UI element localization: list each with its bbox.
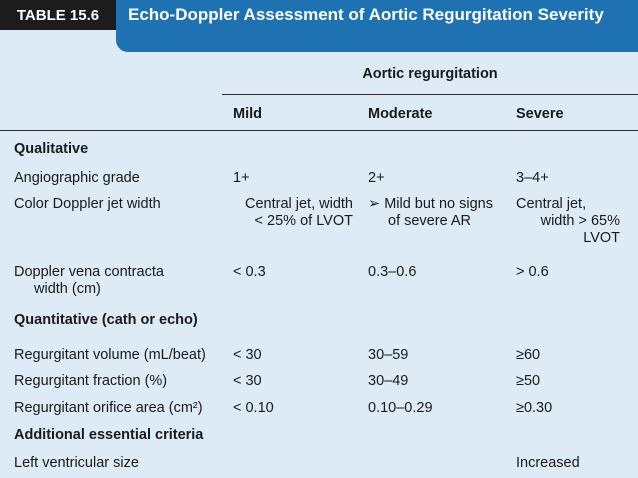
cell-volume-severe: ≥60: [516, 347, 541, 363]
cell-fraction-severe: ≥50: [516, 373, 541, 389]
section-qualitative: Qualitative: [14, 141, 89, 157]
column-header-moderate: Moderate: [368, 106, 433, 122]
cell-angio-severe: 3–4+: [516, 170, 549, 186]
cell-lv-severe: Increased: [516, 455, 580, 471]
table-title: Echo-Doppler Assessment of Aortic Regurgitation Severity: [116, 0, 638, 52]
row-label-vena-contracta: Doppler vena contracta width (cm): [14, 264, 164, 297]
cell-angio-moderate: 2+: [368, 170, 385, 186]
cell-color-severe: Central jet, width > 65% LVOT: [516, 196, 620, 246]
row-label-regurgitant-orifice-area: Regurgitant orifice area (cm²): [14, 400, 203, 416]
cell-fraction-mild: < 30: [233, 373, 262, 389]
cell-orifice-moderate: 0.10–0.29: [368, 400, 433, 416]
cell-angio-mild: 1+: [233, 170, 250, 186]
table-number-label: TABLE 15.6: [0, 0, 116, 30]
cell-fraction-moderate: 30–49: [368, 373, 409, 389]
cell-orifice-mild: < 0.10: [233, 400, 274, 416]
group-header: Aortic regurgitation: [362, 66, 498, 82]
row-label-lv-size: Left ventricular size: [14, 455, 139, 471]
arrow-bullet-icon: ➢: [368, 196, 381, 212]
cell-color-mild: Central jet, width < 25% of LVOT: [245, 196, 353, 229]
section-quantitative: Quantitative (cath or echo): [14, 312, 198, 328]
cell-vena-mild: < 0.3: [233, 264, 266, 280]
cell-orifice-severe: ≥0.30: [516, 400, 553, 416]
column-header-severe: Severe: [516, 106, 564, 122]
row-label-angiographic-grade: Angiographic grade: [14, 170, 140, 186]
column-header-mild: Mild: [233, 106, 262, 122]
row-label-regurgitant-volume: Regurgitant volume (mL/beat): [14, 347, 206, 363]
section-additional-criteria: Additional essential criteria: [14, 427, 204, 443]
cell-vena-severe: > 0.6: [516, 264, 549, 280]
cell-color-moderate: ➢ Mild but no signs of severe AR: [368, 196, 493, 229]
row-label-color-doppler: Color Doppler jet width: [14, 196, 161, 212]
cell-vena-moderate: 0.3–0.6: [368, 264, 417, 280]
row-label-regurgitant-fraction: Regurgitant fraction (%): [14, 373, 168, 389]
group-header-rule: [222, 94, 638, 95]
cell-volume-mild: < 30: [233, 347, 262, 363]
header-rule: [0, 130, 638, 131]
cell-volume-moderate: 30–59: [368, 347, 409, 363]
